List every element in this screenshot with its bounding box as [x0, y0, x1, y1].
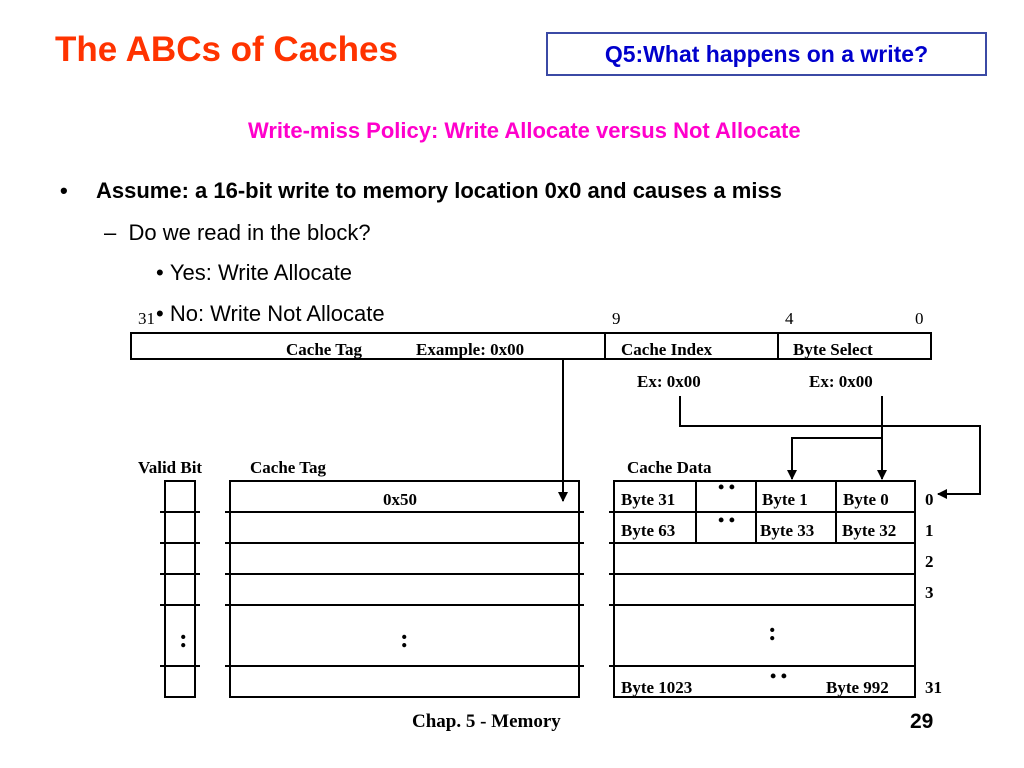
bit-0: 0 — [915, 309, 924, 328]
row-index-31: 31 — [925, 678, 942, 697]
header-cache-tag: Cache Tag — [250, 458, 327, 477]
tag-row0-value: 0x50 — [383, 490, 417, 509]
data-vertical-ellipsis: : — [768, 617, 777, 646]
row-index-2: 2 — [925, 552, 934, 571]
footer-chapter: Chap. 5 - Memory — [412, 711, 561, 732]
bit-4: 4 — [785, 309, 794, 328]
slide-title: The ABCs of Caches — [55, 30, 398, 69]
data-row0-ellipsis: • • — [718, 477, 736, 497]
row-index-3: 3 — [925, 583, 934, 602]
valid-bit-column — [165, 481, 195, 697]
dash-marker: – — [104, 220, 129, 245]
cache-tag-column — [230, 481, 579, 697]
yes-text: Yes: Write Allocate — [169, 260, 353, 285]
row-index-1: 1 — [925, 521, 934, 540]
page-number: 29 — [910, 710, 934, 733]
field-cache-index: Cache Index — [621, 340, 713, 359]
data-row1-byte63: Byte 63 — [621, 521, 676, 540]
bullet-text: Assume: a 16-bit write to memory location 0x0 and causes a miss — [96, 178, 782, 203]
bit-9: 9 — [612, 309, 621, 328]
field-cache-tag: Cache Tag — [286, 340, 363, 359]
byte-select-branch-arrow — [792, 438, 882, 479]
valid-vertical-ellipsis: : — [179, 624, 188, 653]
data-row1-byte32: Byte 32 — [842, 521, 897, 540]
no-text: No: Write Not Allocate — [169, 301, 385, 326]
row-index-0: 0 — [925, 490, 934, 509]
bullet-dot: • — [156, 260, 170, 285]
field-tag-example: Example: 0x00 — [416, 340, 525, 359]
bullet-dot: • — [156, 301, 170, 326]
header-valid-bit: Valid Bit — [138, 458, 203, 477]
data-row0-byte1: Byte 1 — [762, 490, 808, 509]
header-cache-data: Cache Data — [627, 458, 712, 477]
data-row1-ellipsis: • • — [718, 510, 736, 530]
field-byte-select: Byte Select — [793, 340, 873, 359]
bit-31: 31 — [138, 309, 155, 328]
tag-vertical-ellipsis: : — [400, 624, 409, 653]
data-last-byte992: Byte 992 — [826, 678, 889, 697]
subtitle: Write-miss Policy: Write Allocate versus Not Allocate — [248, 118, 801, 143]
byte-example: Ex: 0x00 — [809, 372, 873, 391]
bullet-dot: • — [60, 178, 68, 203]
data-row0-byte31: Byte 31 — [621, 490, 676, 509]
data-last-ellipsis: • • — [770, 666, 788, 686]
data-row1-byte33: Byte 33 — [760, 521, 815, 540]
index-example: Ex: 0x00 — [637, 372, 701, 391]
sub-bullet-text: Do we read in the block? — [128, 220, 371, 245]
data-row0-byte0: Byte 0 — [843, 490, 889, 509]
question-text: Q5:What happens on a write? — [604, 40, 929, 67]
cache-data-column — [614, 481, 915, 697]
data-last-byte1023: Byte 1023 — [621, 678, 693, 697]
